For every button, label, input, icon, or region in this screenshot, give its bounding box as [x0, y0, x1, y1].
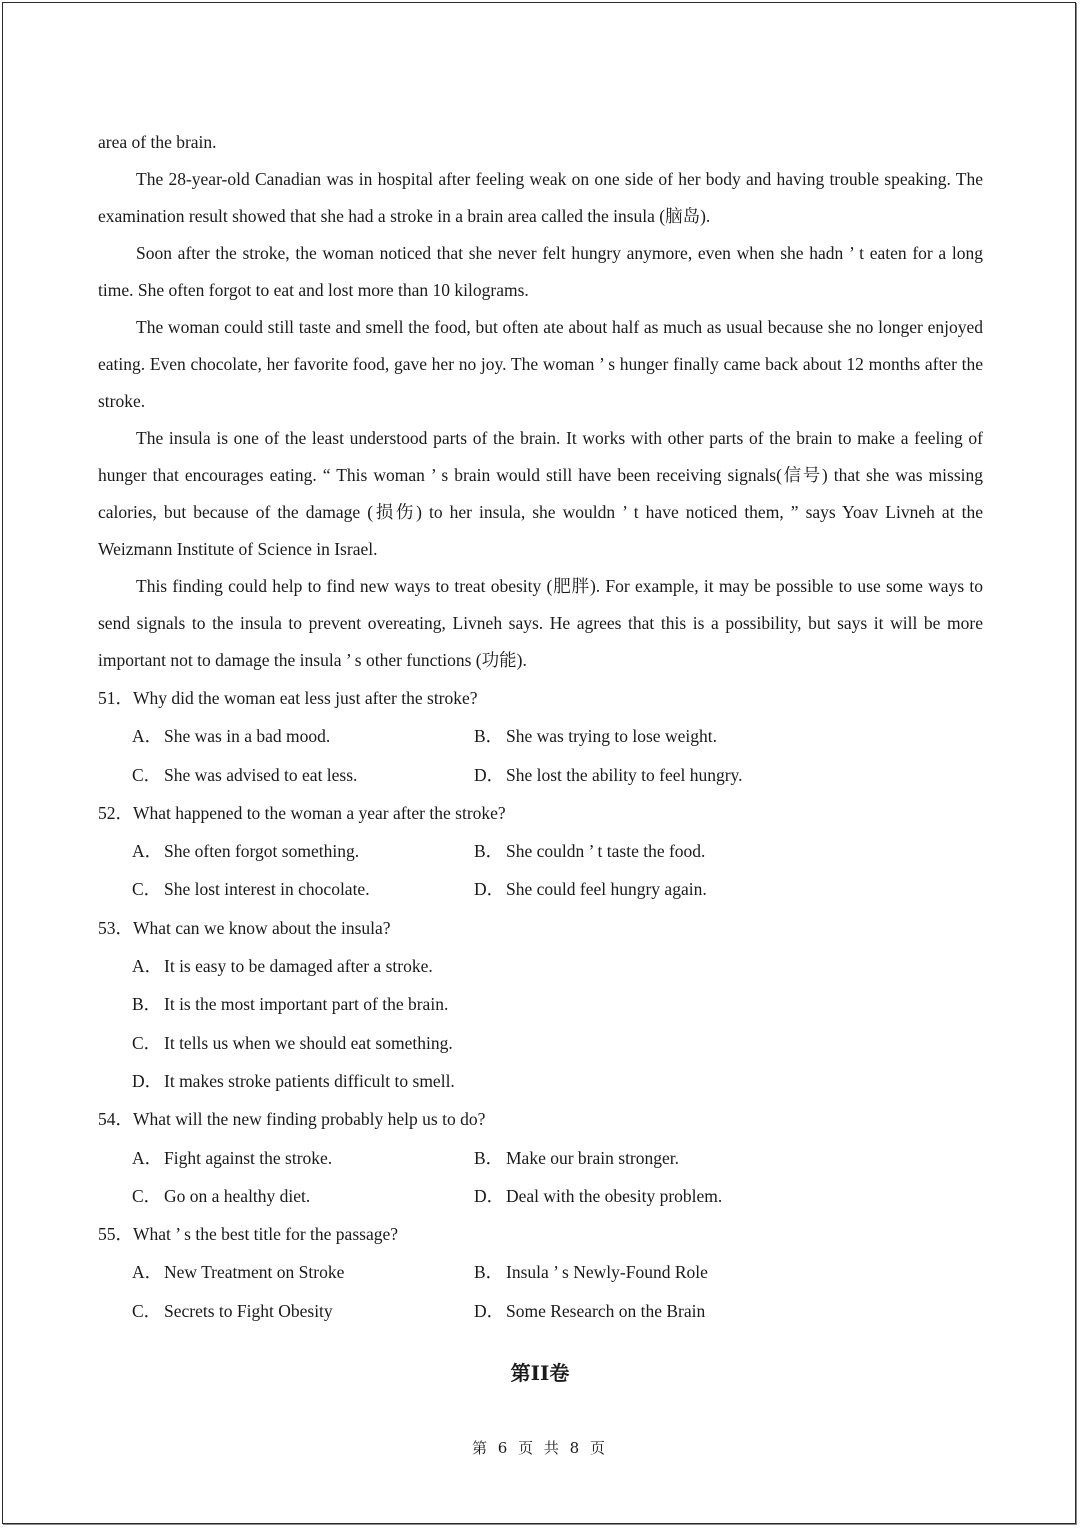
- option-letter: D．: [474, 764, 505, 785]
- option-row: [98, 1292, 983, 1330]
- option-letter: A．: [132, 841, 163, 862]
- question-number: 51．: [98, 688, 133, 708]
- passage-paragraph: area of the brain.: [98, 132, 217, 152]
- answer-option[interactable]: [132, 1062, 455, 1100]
- question-text: What ’ s the best title for the passage?: [133, 1224, 398, 1245]
- option-text: She was advised to eat less.: [164, 764, 358, 785]
- question-list: [98, 679, 983, 1330]
- question-stem: [98, 909, 983, 947]
- question-stem: [98, 1100, 983, 1138]
- passage-paragraph: Soon after the stroke, the woman noticed that she never felt hungry anymore, even when she hadn ’ t eaten for a long time. She often forgot to eat and lost more than 10 kilograms.: [98, 243, 983, 300]
- option-letter: B．: [474, 1147, 504, 1168]
- answer-option[interactable]: [132, 1253, 344, 1291]
- question-stem: [98, 679, 983, 717]
- option-letter: A．: [132, 956, 163, 977]
- option-text: Deal with the obesity problem.: [506, 1185, 723, 1206]
- option-row: [98, 1139, 983, 1177]
- option-text: Some Research on the Brain: [506, 1300, 706, 1321]
- answer-option[interactable]: [132, 1024, 453, 1062]
- option-text: New Treatment on Stroke: [164, 1262, 345, 1283]
- answer-option[interactable]: [132, 756, 357, 794]
- answer-option[interactable]: [474, 832, 705, 870]
- option-letter: D．: [474, 1300, 505, 1321]
- option-letter: D．: [474, 1185, 505, 1206]
- option-row: [98, 1024, 983, 1062]
- question-text: Why did the woman eat less just after the stroke?: [133, 688, 478, 708]
- option-letter: C．: [132, 1032, 162, 1053]
- option-letter: C．: [132, 1300, 162, 1321]
- option-letter: A．: [132, 726, 163, 747]
- answer-option[interactable]: [474, 1139, 679, 1177]
- answer-option[interactable]: [474, 1292, 705, 1330]
- option-row: [98, 1062, 983, 1100]
- passage-paragraph: This finding could help to find new ways to treat obesity (肥胖). For example, it may be possible to use some ways to send signals to the insula to prevent overeating, Livneh says. He agrees that this is a possibility, but says it will be more important not to damage the insula ’ s other functions (功能).: [98, 576, 983, 670]
- option-text: She couldn ’ t taste the food.: [506, 841, 706, 862]
- option-letter: D．: [474, 879, 505, 900]
- section-title: 第II卷: [510, 1361, 570, 1385]
- option-text: It makes stroke patients difficult to smell.: [164, 1070, 455, 1091]
- question-text: What can we know about the insula?: [133, 917, 391, 938]
- option-letter: C．: [132, 1185, 162, 1206]
- option-row: [98, 1177, 983, 1215]
- answer-option[interactable]: [132, 832, 359, 870]
- option-text: Insula ’ s Newly-Found Role: [506, 1262, 708, 1283]
- passage-paragraph: The insula is one of the least understood parts of the brain. It works with other parts of the brain to make a feeling of hunger that encourages eating. “ This woman ’ s brain would still have been receiving signals(信号) that she was missing calories, but because of the damage (损伤) to her insula, she wouldn ’ t have noticed them, ” says Yoav Livneh at the Weizmann Institute of Science in Israel.: [98, 428, 983, 559]
- reading-passage: [98, 124, 983, 679]
- option-text: Fight against the stroke.: [164, 1147, 333, 1168]
- answer-option[interactable]: [474, 1253, 708, 1291]
- answer-option[interactable]: [132, 1177, 310, 1215]
- answer-option[interactable]: [474, 870, 707, 908]
- answer-option[interactable]: [132, 1139, 332, 1177]
- option-letter: B．: [474, 726, 504, 747]
- answer-option[interactable]: [132, 1292, 333, 1330]
- option-row: [98, 870, 983, 908]
- passage-paragraph: The woman could still taste and smell the food, but often ate about half as much as usual because she no longer enjoyed eating. Even chocolate, her favorite food, gave her no joy. The woman ’ s hunger finally came back about 12 months after the stroke.: [98, 317, 983, 411]
- option-text: It is the most important part of the brain.: [164, 994, 449, 1015]
- question-text: What happened to the woman a year after the stroke?: [133, 802, 506, 823]
- option-text: She lost interest in chocolate.: [164, 879, 370, 900]
- option-text: Secrets to Fight Obesity: [164, 1300, 333, 1321]
- option-letter: B．: [132, 994, 162, 1015]
- option-row: [98, 1253, 983, 1291]
- answer-option[interactable]: [474, 756, 743, 794]
- question-number: 52．: [98, 802, 133, 823]
- option-letter: C．: [132, 764, 162, 785]
- question-number: 55．: [98, 1224, 133, 1245]
- option-row: [98, 756, 983, 794]
- option-text: She could feel hungry again.: [506, 879, 707, 900]
- option-letter: C．: [132, 879, 162, 900]
- option-letter: B．: [474, 1262, 504, 1283]
- question-stem: [98, 1215, 983, 1253]
- question-stem: [98, 794, 983, 832]
- option-letter: A．: [132, 1147, 163, 1168]
- option-letter: A．: [132, 1262, 163, 1283]
- option-text: She was trying to lose weight.: [506, 726, 717, 747]
- question-number: 53．: [98, 917, 133, 938]
- option-text: Make our brain stronger.: [506, 1147, 680, 1168]
- option-text: She often forgot something.: [164, 841, 360, 862]
- answer-option[interactable]: [474, 1177, 722, 1215]
- option-letter: D．: [132, 1070, 163, 1091]
- answer-option[interactable]: [132, 947, 433, 985]
- option-text: It is easy to be damaged after a stroke.: [164, 956, 433, 977]
- answer-option[interactable]: [132, 717, 330, 755]
- option-text: Go on a healthy diet.: [164, 1185, 311, 1206]
- page-footer: 第 6 页 共 8 页: [472, 1439, 608, 1457]
- passage-paragraph: The 28-year-old Canadian was in hospital after feeling weak on one side of her body and having trouble speaking. The examination result showed that she had a stroke in a brain area called the insula (脑岛).: [98, 169, 983, 226]
- option-row: [98, 832, 983, 870]
- answer-option[interactable]: [474, 717, 717, 755]
- page-content: [98, 124, 983, 1330]
- question-number: 54．: [98, 1109, 133, 1130]
- question-text: What will the new finding probably help us to do?: [133, 1109, 486, 1130]
- option-text: She lost the ability to feel hungry.: [506, 764, 743, 785]
- answer-option[interactable]: [132, 985, 448, 1023]
- option-text: It tells us when we should eat something.: [164, 1032, 453, 1053]
- answer-option[interactable]: [132, 870, 370, 908]
- option-row: [98, 947, 983, 985]
- option-row: [98, 717, 983, 755]
- option-text: She was in a bad mood.: [164, 726, 331, 747]
- option-letter: B．: [474, 841, 504, 862]
- option-row: [98, 985, 983, 1023]
